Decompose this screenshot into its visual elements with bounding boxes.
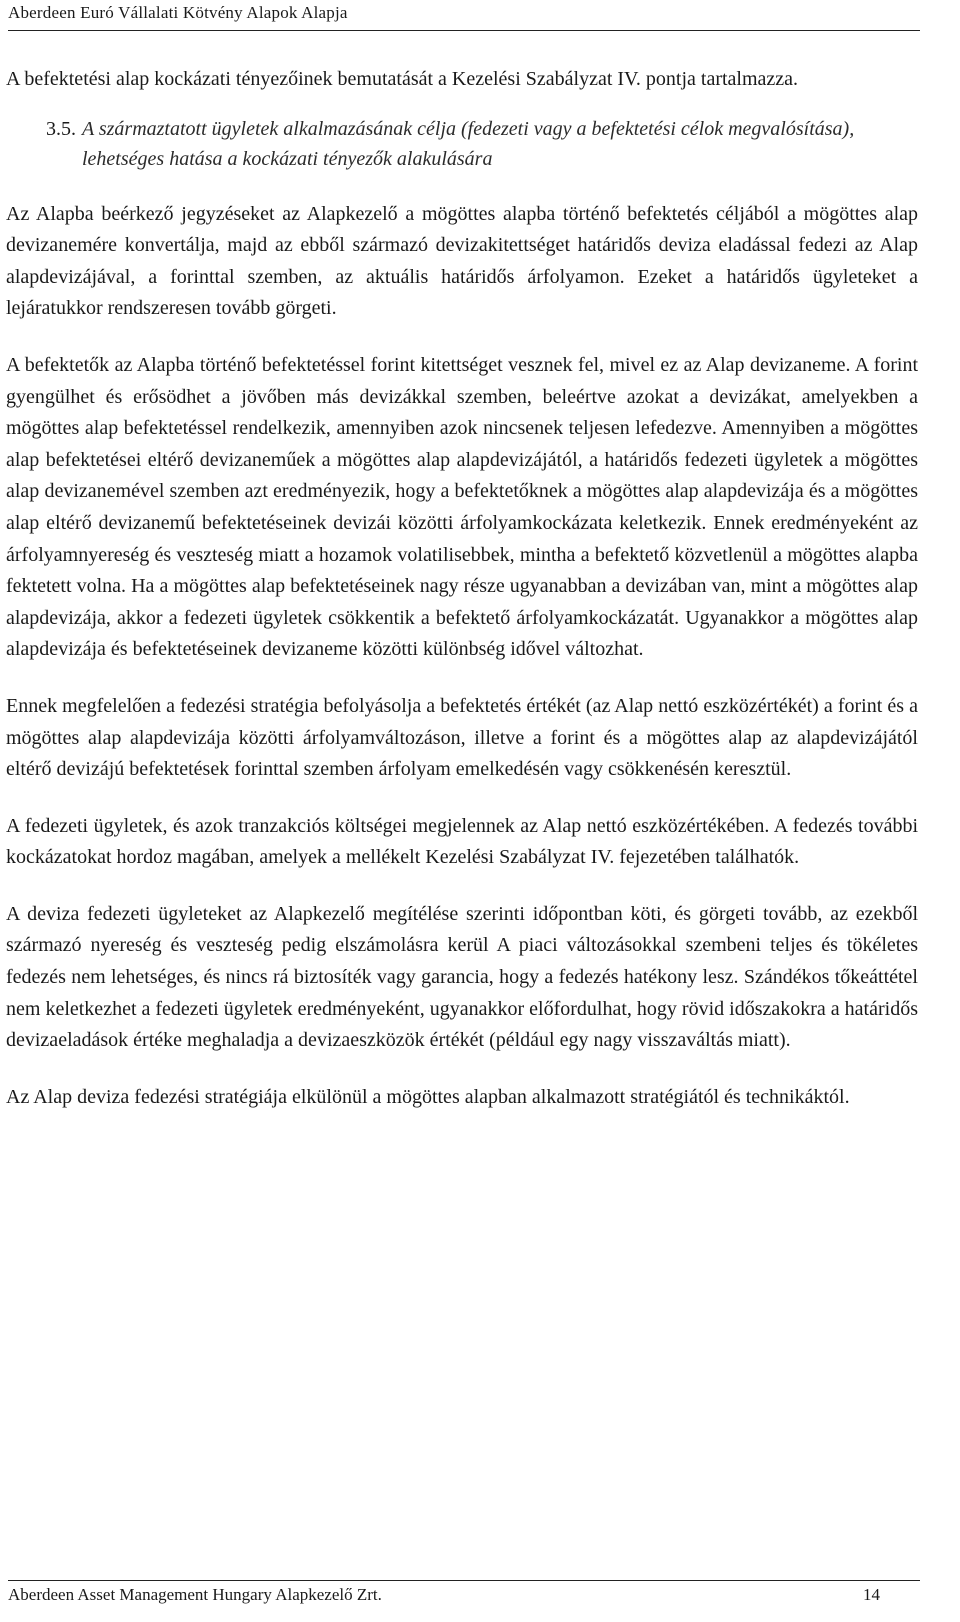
paragraph-hedging-costs: A fedezeti ügyletek, és azok tranzakciós költségei megjelennek az Alap nettó eszközértékében. A fedezés további kockázatokat hordoz magában, amelyek a mellékelt Kezelési Szabályzat IV. fejezetében találhatók. [6,814,918,869]
page-number: 14 [863,1585,880,1604]
paragraph-risk-factors: A befektetési alap kockázati tényezőinek bemutatását a Kezelési Szabályzat IV. pontja tartalmazza. [6,68,799,90]
section-number: 3.5. [46,117,76,140]
section-title: A származtatott ügyletek alkalmazásának célja (fedezeti vagy a befektetési célok megvalósítása), lehetséges hatása a kockázati tényezők alakulására [82,117,855,170]
section-heading [6,114,918,174]
paragraph-strategy-separation: Az Alap deviza fedezési stratégiája elkülönül a mögöttes alapban alkalmazott stratégiától és technikáktól. [6,1085,850,1108]
paragraph-forint-exposure: A befektetők az Alapba történő befektetéssel forint kitettséget vesznek fel, mivel ez az Alap devizaneme. A forint gyengülhet és erősödhet a jövőben más devizákkal szemben, beleértve azokat a devizákat, amelyekben a mögöttes alap befektetéssel rendelkezik, amennyiben azok nincsenek teljesen lefedezve. Amennyiben a mögöttes alap befektetései eltérő devizaneműek a mögöttes alap alapdevizájától, a határidős fedezeti ügyletek a mögöttes alap devizanemével szemben azt eredményezik, hogy a befektetőknek a mögöttes alap alapdevizája és a mögöttes alap eltérő devizanemű befektetéseinek devizái közötti árfolyamkockázata keletkezik. Ennek eredményeként az árfolyamnyereség és veszteség miatt a hozamok volatilisebbek, mintha a befektető közvetlenül a mögöttes alapba fektetett volna. Ha a mögöttes alap befektetéseinek nagy része ugyanabban a devizában van, mint a mögöttes alap alapdevizája, akkor a fedezeti ügyletek csökkentik a befektető árfolyamkockázatát. Ugyanakkor a mögöttes alap alapdevizája és befektetéseinek devizaneme közötti különbség idővel változhat. [6,353,918,661]
paragraph-hedging-strategy: Ennek megfelelően a fedezési stratégia befolyásolja a befektetés értékét (az Alap nettó eszközértékét) a forint és a mögöttes alap alapdevizája közötti árfolyamváltozáson, illetve a forint és a mögöttes alap az alapdevizájától eltérő devizájú befektetések forinttal szemben árfolyam emelkedésén vagy csökkenésén keresztül. [6,694,918,781]
document-title: Aberdeen Euró Vállalati Kötvény Alapok Alapja [8,3,348,22]
paragraph-subscriptions: Az Alapba beérkező jegyzéseket az Alapkezelő a mögöttes alapba történő befektetés céljából a mögöttes alap devizanemére konvertálja, majd az ebből származó devizakitettséget határidős deviza eladással fedezi az Alap alapdevizájával, a forinttal szemben, az aktuális határidős árfolyamon. Ezeket a határidős ügyleteket a lejáratukkor rendszeresen tovább görgeti. [6,202,918,320]
page-footer [8,1580,920,1609]
document-body [6,64,918,1113]
page-header [8,0,920,31]
paragraph-fx-hedging: A deviza fedezeti ügyleteket az Alapkezelő megítélése szerinti időpontban köti, és görgeti tovább, az ezekből származó nyereség és veszteség pedig elszámolásra kerül A piaci változásokkal szembeni teljes és tökéletes fedezés nem lehetséges, és nincs rá biztosíték vagy garancia, hogy a fedezés hatékony lesz. Szándékos tőkeáttétel nem keletkezhet a fedezeti ügyletek eredményeként, ugyanakkor előfordulhat, hogy rövid időszakokra a határidős devizaeladások értéke meghaladja a devizaeszközök értékét (például egy nagy visszaváltás miatt). [6,902,918,1052]
footer-company: Aberdeen Asset Management Hungary Alapkezelő Zrt. [8,1585,382,1604]
